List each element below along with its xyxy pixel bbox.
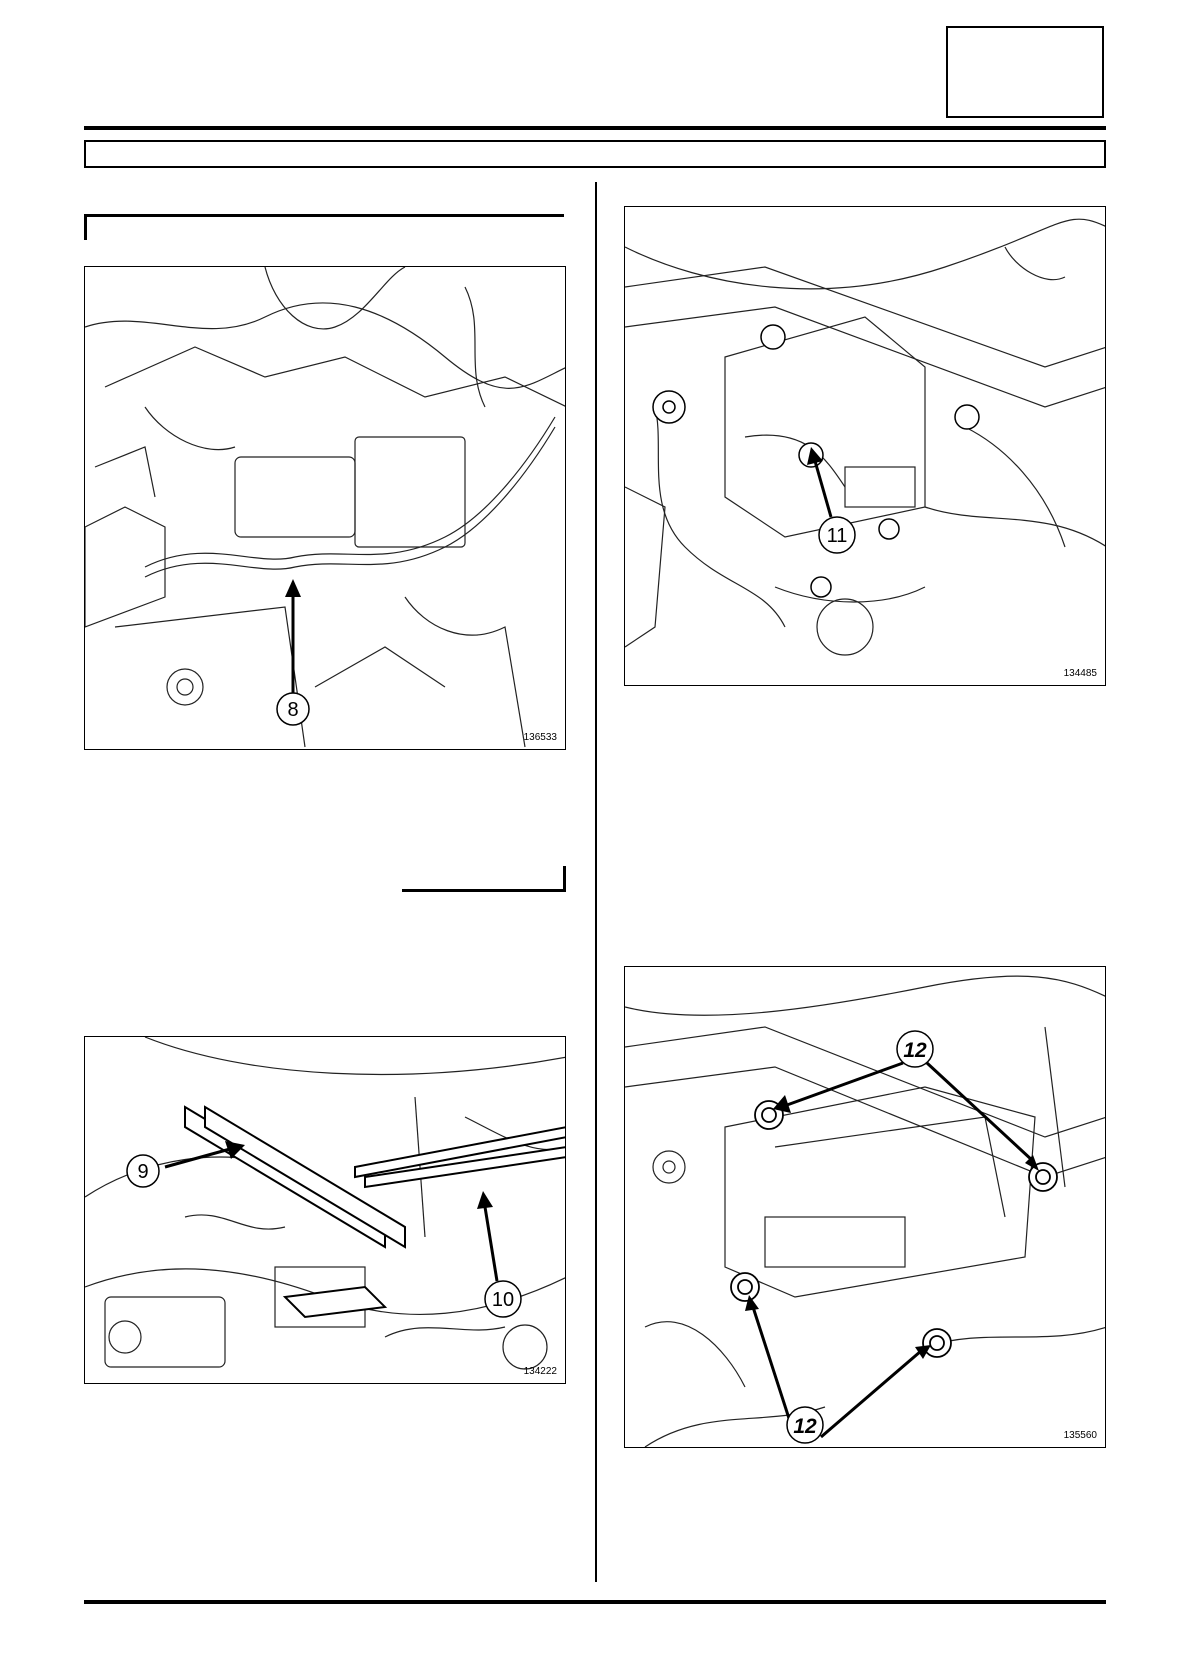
figure-1 [84, 266, 566, 750]
callout-8: 8 [287, 699, 299, 721]
figure-ref-number: 134485 [1063, 668, 1097, 679]
callout-12-bottom: 12 [793, 1415, 817, 1438]
header-rule-thick [84, 126, 1106, 130]
figure-3-drawing [625, 207, 1106, 686]
figure-2 [84, 1036, 566, 1384]
figure-ref-number: 136533 [523, 732, 557, 743]
figure-1-drawing [85, 267, 566, 750]
section-bracket-bottom [402, 866, 566, 892]
footer-rule [84, 1600, 1106, 1604]
figure-4-drawing [625, 967, 1106, 1448]
figure-3 [624, 206, 1106, 686]
figure-4 [624, 966, 1106, 1448]
section-bracket-top [84, 214, 564, 240]
chapter-number-box [946, 26, 1104, 118]
figure-ref-number: 135560 [1063, 1430, 1097, 1441]
callout-11: 11 [826, 525, 848, 547]
callout-9: 9 [137, 1161, 149, 1183]
callout-12-top: 12 [903, 1039, 927, 1062]
column-divider [595, 182, 597, 1582]
figure-ref-number: 134222 [523, 1366, 557, 1377]
figure-2-drawing [85, 1037, 566, 1384]
callout-10: 10 [491, 1289, 515, 1311]
section-title-bar [84, 140, 1106, 168]
